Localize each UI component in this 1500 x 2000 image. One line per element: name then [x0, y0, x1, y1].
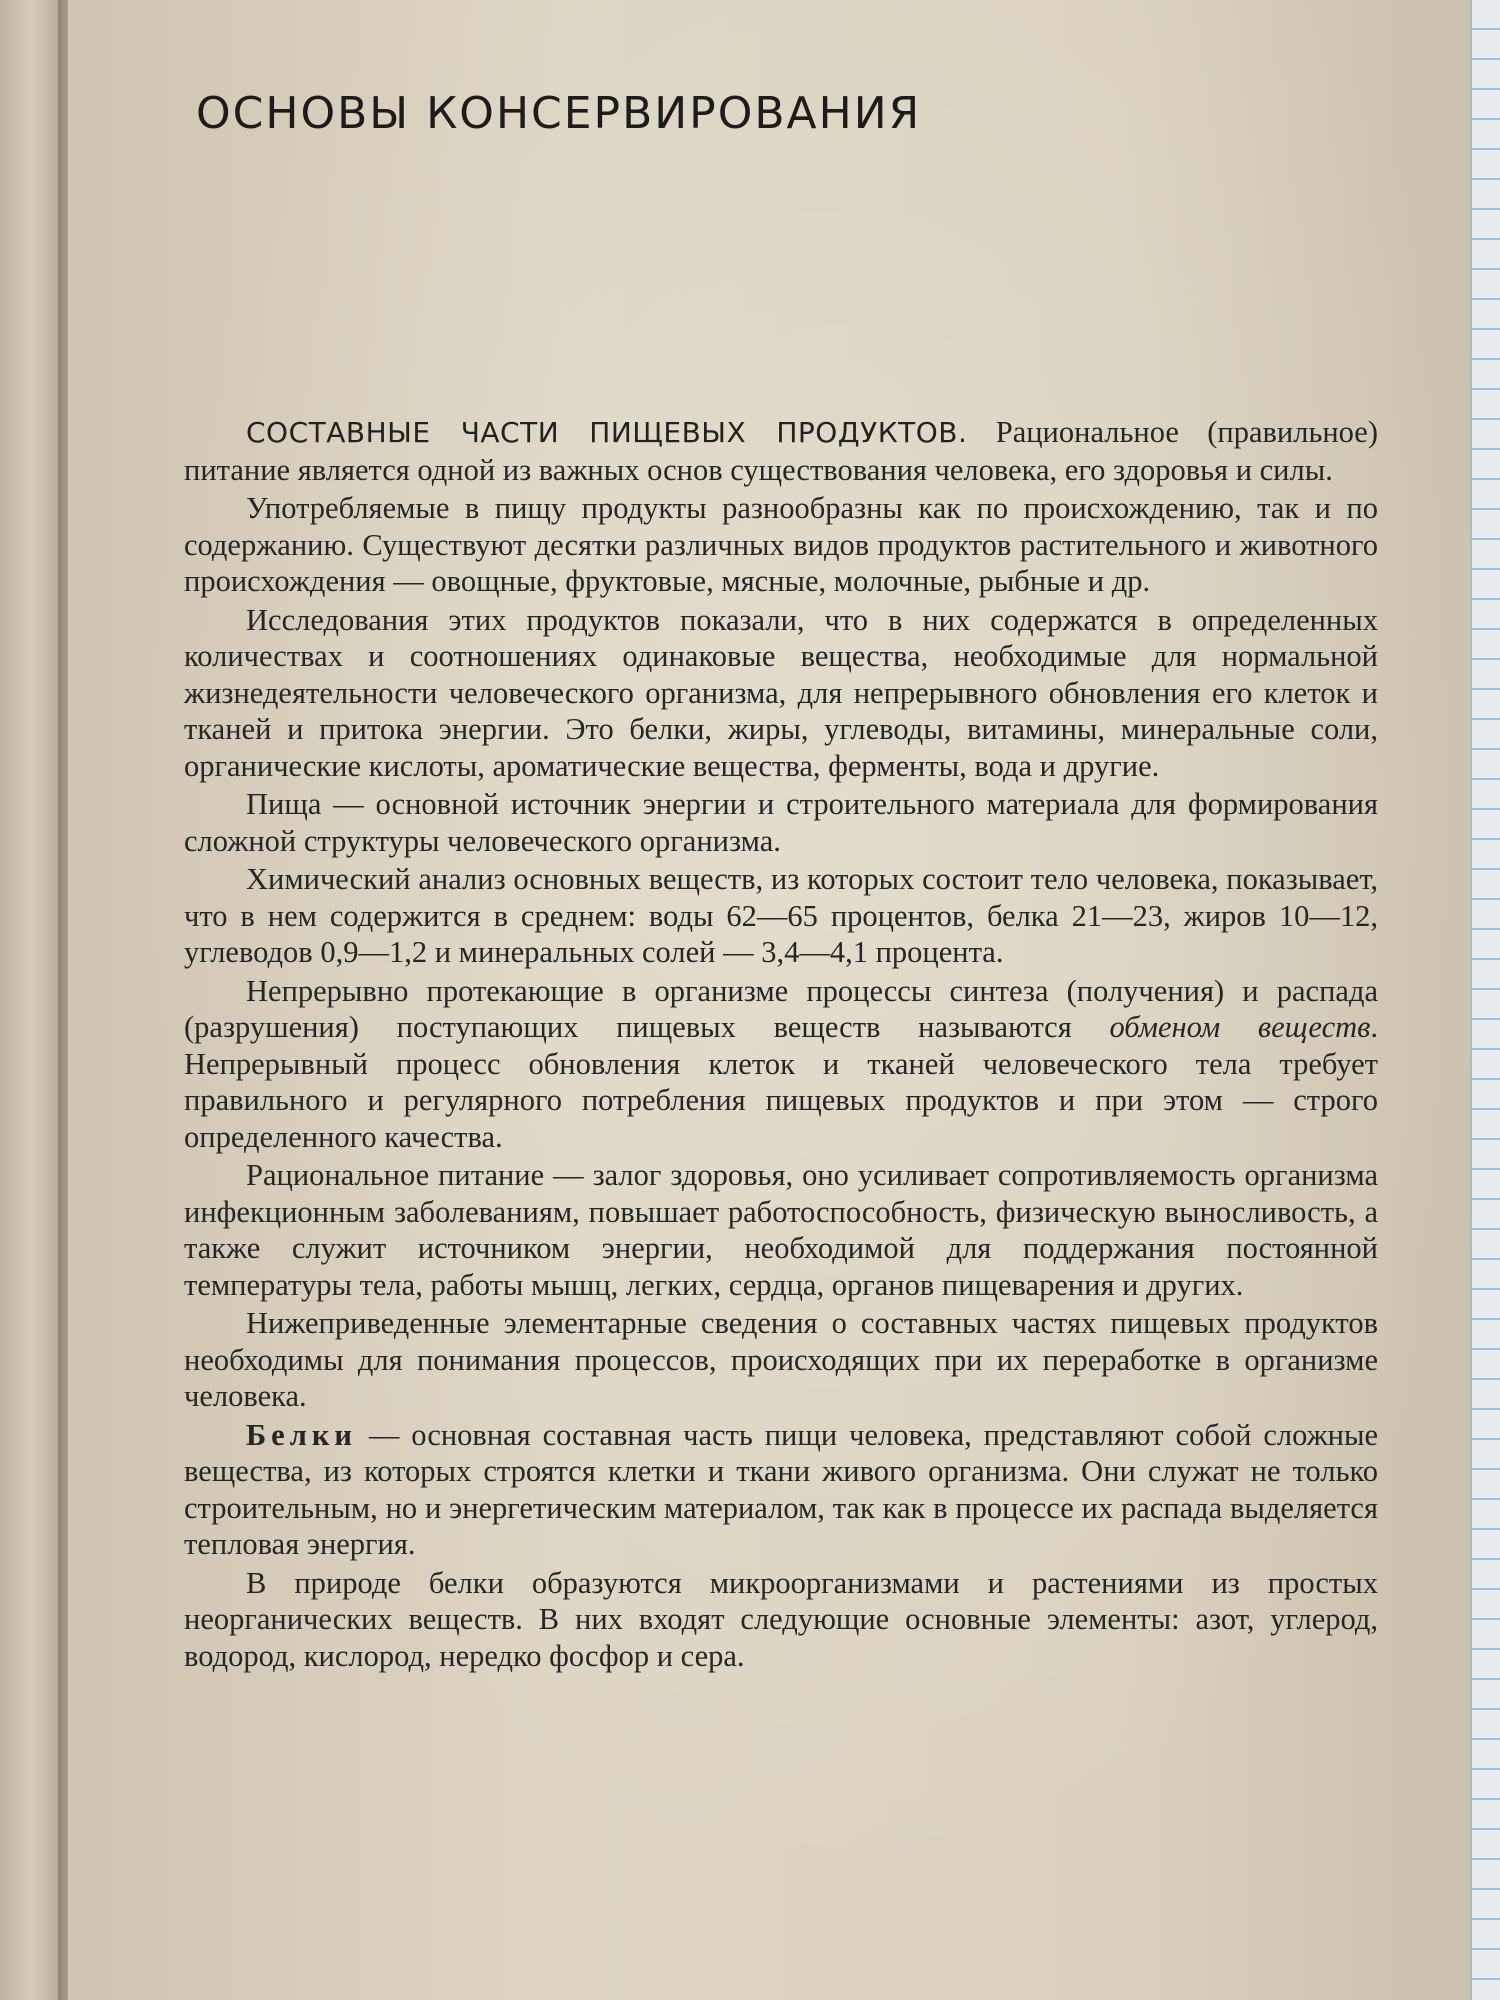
paragraph-intro	[184, 414, 1378, 488]
chapter-heading: ОСНОВЫ КОНСЕРВИРОВАНИЯ	[196, 88, 922, 139]
paragraph-proteins	[184, 1417, 1378, 1563]
paragraph: Употребляемые в пищу продукты разнообразны как по происхождению, так и по содержанию. Существуют десятки различных видов продуктов растительного и животного происхождения — овощные, фруктовые, мясные, молочные, рыбные и др.	[184, 491, 1378, 598]
paragraph: Химический анализ основных веществ, из которых состоит тело человека, показывает, что в нем содержится в среднем: воды 62—65 процентов, белка 21—23, жиров 10—12, углеводов 0,9—1,2 и минеральных солей — 3,4—4,1 процента.	[184, 862, 1378, 969]
paragraph: Рациональное питание — залог здоровья, оно усиливает сопротивляемость организма инфекционным заболеваниям, повышает работоспособность, физическую выносливость, а также служит источником энергии, необходимой для поддержания постоянной температуры тела, работы мышц, легких, сердца, органов пищеварения и других.	[184, 1158, 1378, 1302]
paragraph: Нижеприведенные элементарные сведения о составных частях пищевых продуктов необходимы для понимания процессов, происходящих при их переработке в организме человека.	[184, 1306, 1378, 1413]
paragraph-text: — основная составная часть пищи человека, представляют собой сложные вещества, из которых строятся клетки и ткани живого организма. Они служат не только строительным, но и энергетическим материалом, так как в процессе их распада выделяется тепловая энергия.	[184, 1417, 1378, 1561]
paragraph-text: . Непрерывный процесс обновления клеток и тканей человеческого тела требует правильного и регулярного потребления пищевых продуктов и при этом — строго определенного качества.	[184, 1010, 1378, 1154]
paragraph-text: Непрерывно протекающие в организме процессы синтеза (получения) и распада (разрушения) поступающих пищевых веществ называются	[184, 973, 1378, 1044]
italic-term: обменом веществ	[1109, 1010, 1371, 1044]
book-page	[68, 0, 1472, 2000]
paragraph-metabolism	[184, 973, 1378, 1156]
paragraph: В природе белки образуются микроорганизмами и растениями из простых неорганических веществ. В них входят следующие основные элементы: азот, углерод, водород, кислород, нередко фосфор и сера.	[184, 1565, 1378, 1673]
paragraph: Исследования этих продуктов показали, что в них содержатся в определенных количествах и соотношениях одинаковые вещества, необходимые для нормальной жизнедеятельности человеческого организма, для непрерывного обновления его клеток и тканей и притока энергии. Это белки, жиры, углеводы, витамины, минеральные соли, органические кислоты, ароматические вещества, ферменты, вода и другие.	[184, 602, 1378, 783]
adjacent-page-edge	[0, 0, 58, 2000]
body-text	[184, 414, 1378, 1674]
paragraph-text: Рациональное (правильное) питание является одной из важных основ существования человека, его здоровья и силы.	[184, 415, 1378, 487]
book-gutter	[58, 0, 68, 2000]
term-proteins: Белки	[246, 1417, 357, 1452]
notebook-edge	[1470, 0, 1500, 2000]
section-title: СОСТАВНЫЕ ЧАСТИ ПИЩЕВЫХ ПРОДУКТОВ.	[246, 416, 968, 449]
paragraph: Пища — основной источник энергии и строительного материала для формирования сложной структуры человеческого организма.	[184, 787, 1378, 858]
